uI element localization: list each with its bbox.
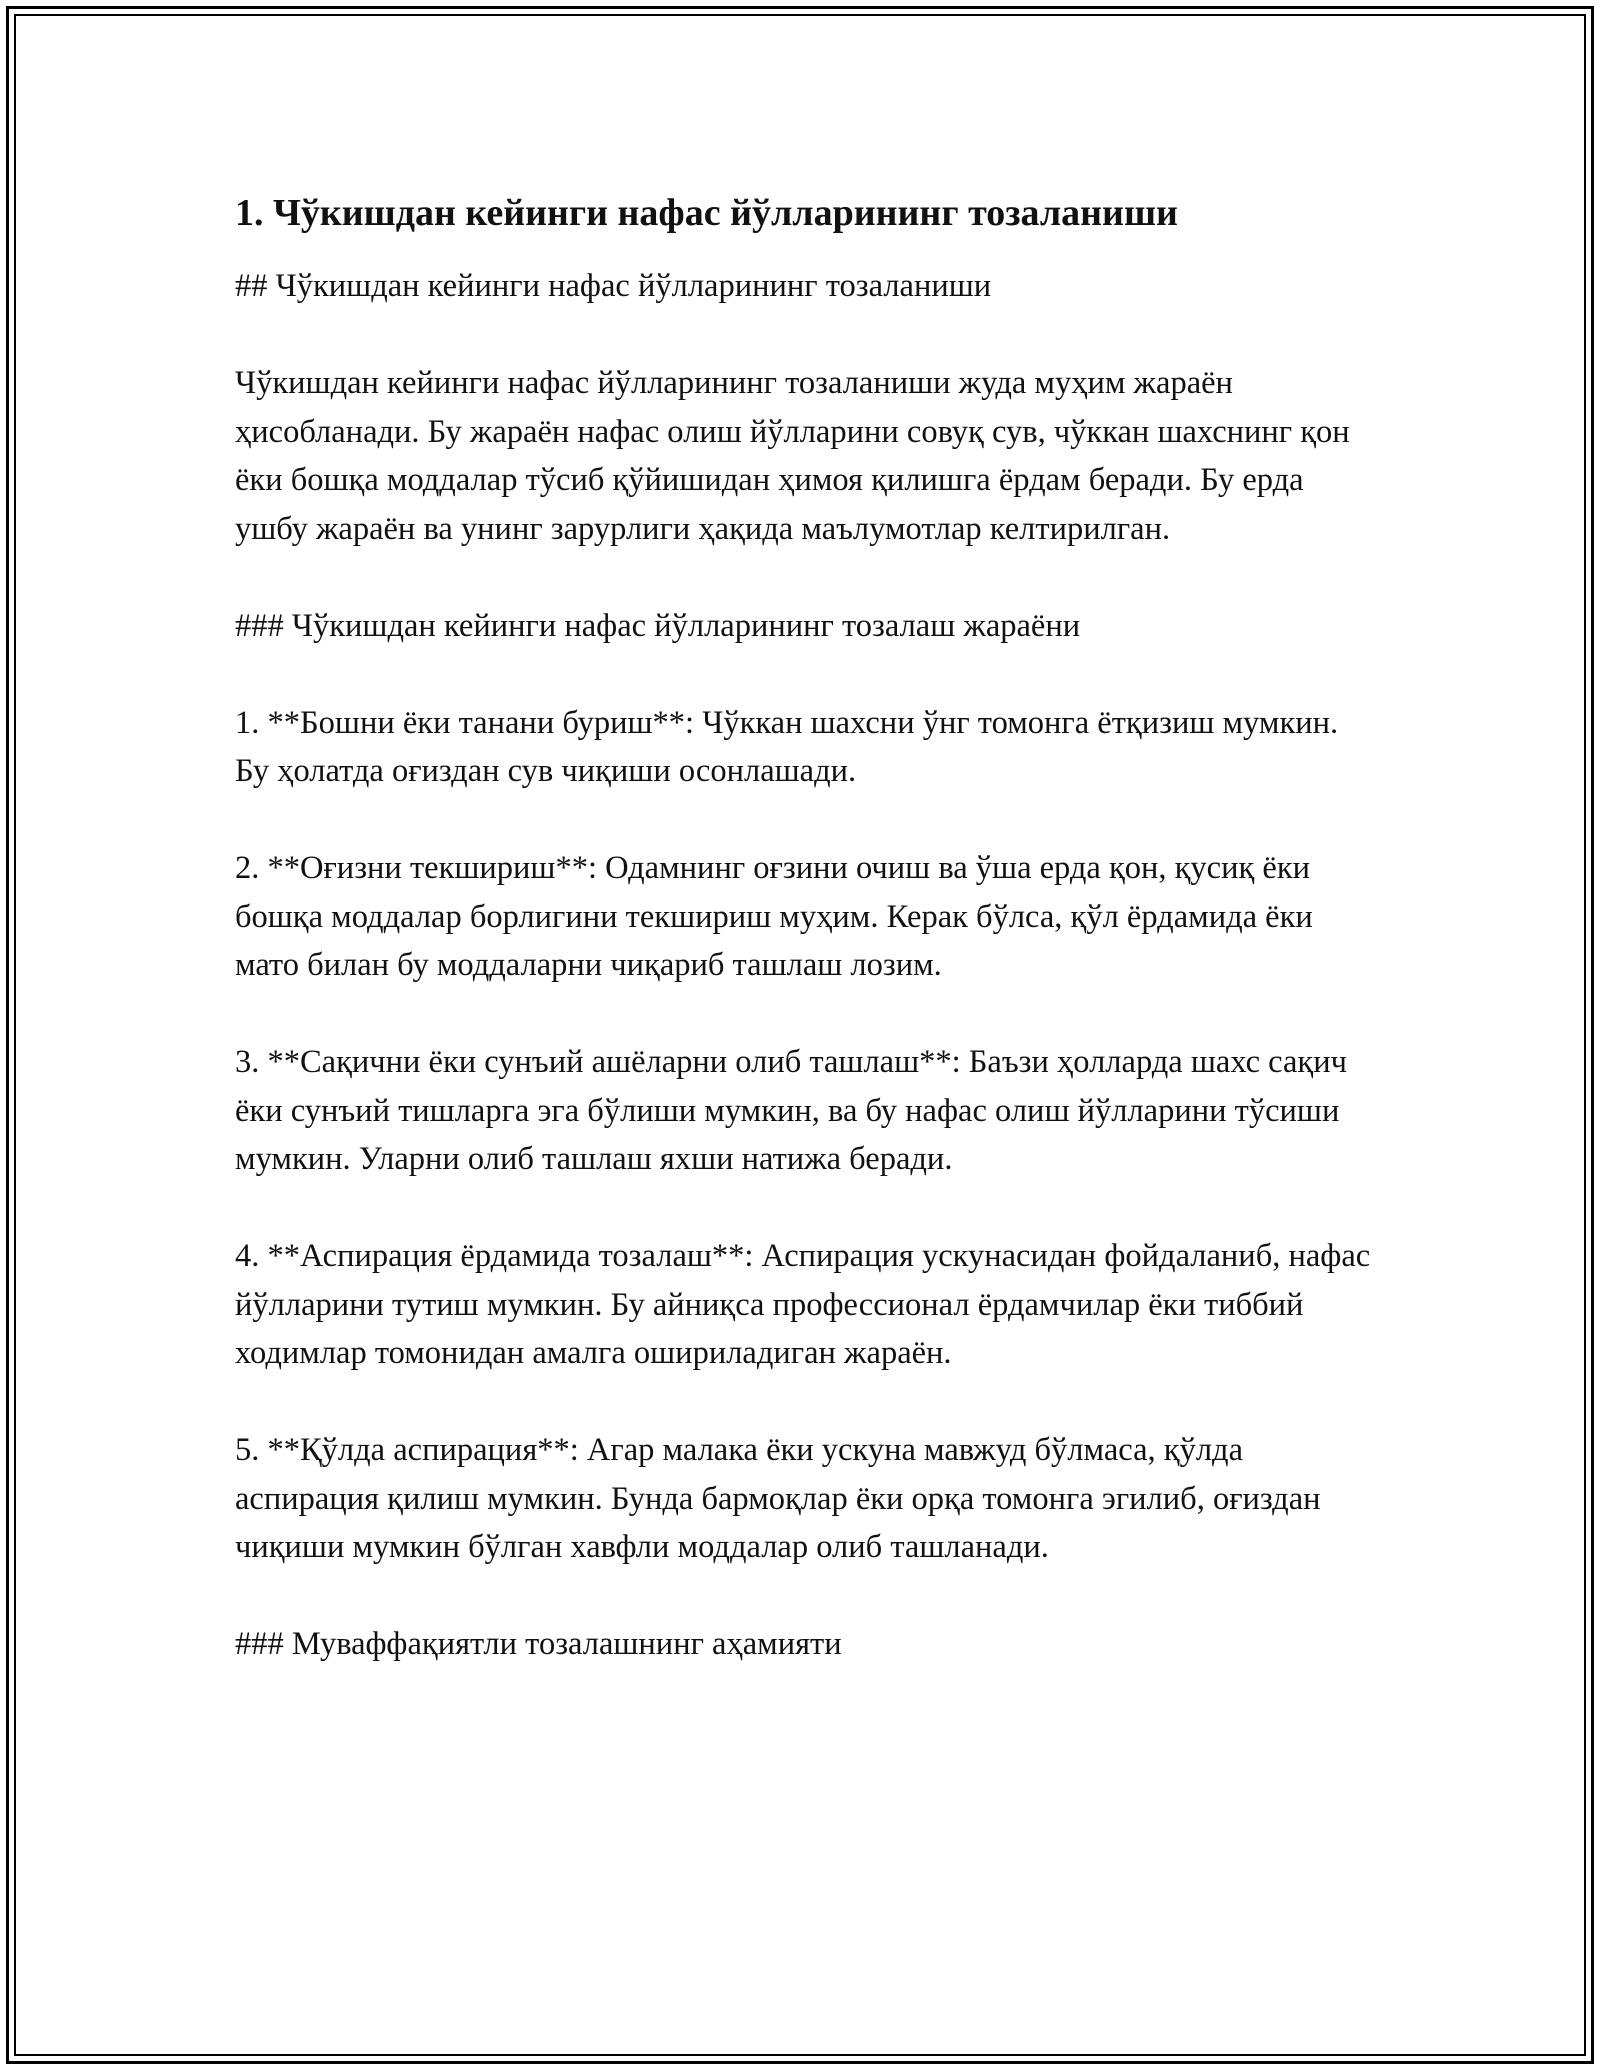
document-title: 1. Чўкишдан кейинги нафас йўлларининг тозаланиши [235, 192, 1178, 234]
step-item-2: 2. **Оғизни текшириш**: Одамнинг оғзини очиш ва ўша ерда қон, қусиқ ёки бошқа моддалар борлигини текшириш муҳим. Керак бўлса, қўл ёрдамида ёки мато билан бу моддаларни чиқариб ташлаш лозим. [235, 850, 1313, 983]
intro-paragraph: Чўкишдан кейинги нафас йўлларининг тозаланиши жуда муҳим жараён ҳисобланади. Бу жараён нафас олиш йўлларини совуқ сув, чўккан шахснинг қон ёки бошқа моддалар тўсиб қўйишидан ҳимоя қилишга ёрдам беради. Бу ерда ушбу жараён ва унинг зарурлиги ҳақида маълумотлар келтирилган. [235, 365, 1350, 547]
document-body [235, 186, 1375, 1717]
step-item-3: 3. **Сақични ёки сунъий ашёларни олиб ташлаш**: Баъзи ҳолларда шахс сақич ёки сунъий тишларга эга бўлиши мумкин, ва бу нафас олиш йўлларини тўсиши мумкин. Уларни олиб ташлаш яхши натижа беради. [235, 1044, 1347, 1177]
subsection-heading-process: ### Чўкишдан кейинги нафас йўлларининг тозалаш жараёни [235, 607, 1081, 644]
subsection-heading-importance: ### Муваффақиятли тозалашнинг аҳамияти [235, 1626, 842, 1662]
step-item-5: 5. **Қўлда аспирация**: Агар малака ёки ускуна мавжуд бўлмаса, қўлда аспирация қилиш мумкин. Бунда бармоқлар ёки орқа томонга эгилиб, оғиздан чиқиши мумкин бўлган хавфли моддалар олиб ташланади. [235, 1432, 1321, 1565]
section-heading-h2: ## Чўкишдан кейинги нафас йўлларининг тозаланиши [235, 268, 992, 304]
step-item-1: 1. **Бошни ёки танани буриш**: Чўккан шахсни ўнг томонга ётқизиш мумкин. Бу ҳолатда оғиздан сув чиқиши осонлашади. [235, 704, 1339, 789]
step-item-4: 4. **Аспирация ёрдамида тозалаш**: Аспирация ускунасидан фойдаланиб, нафас йўлларини тутиш мумкин. Бу айниқса профессионал ёрдамчилар ёки тиббий ходимлар томонидан амалга ошириладиган жараён. [235, 1238, 1371, 1371]
